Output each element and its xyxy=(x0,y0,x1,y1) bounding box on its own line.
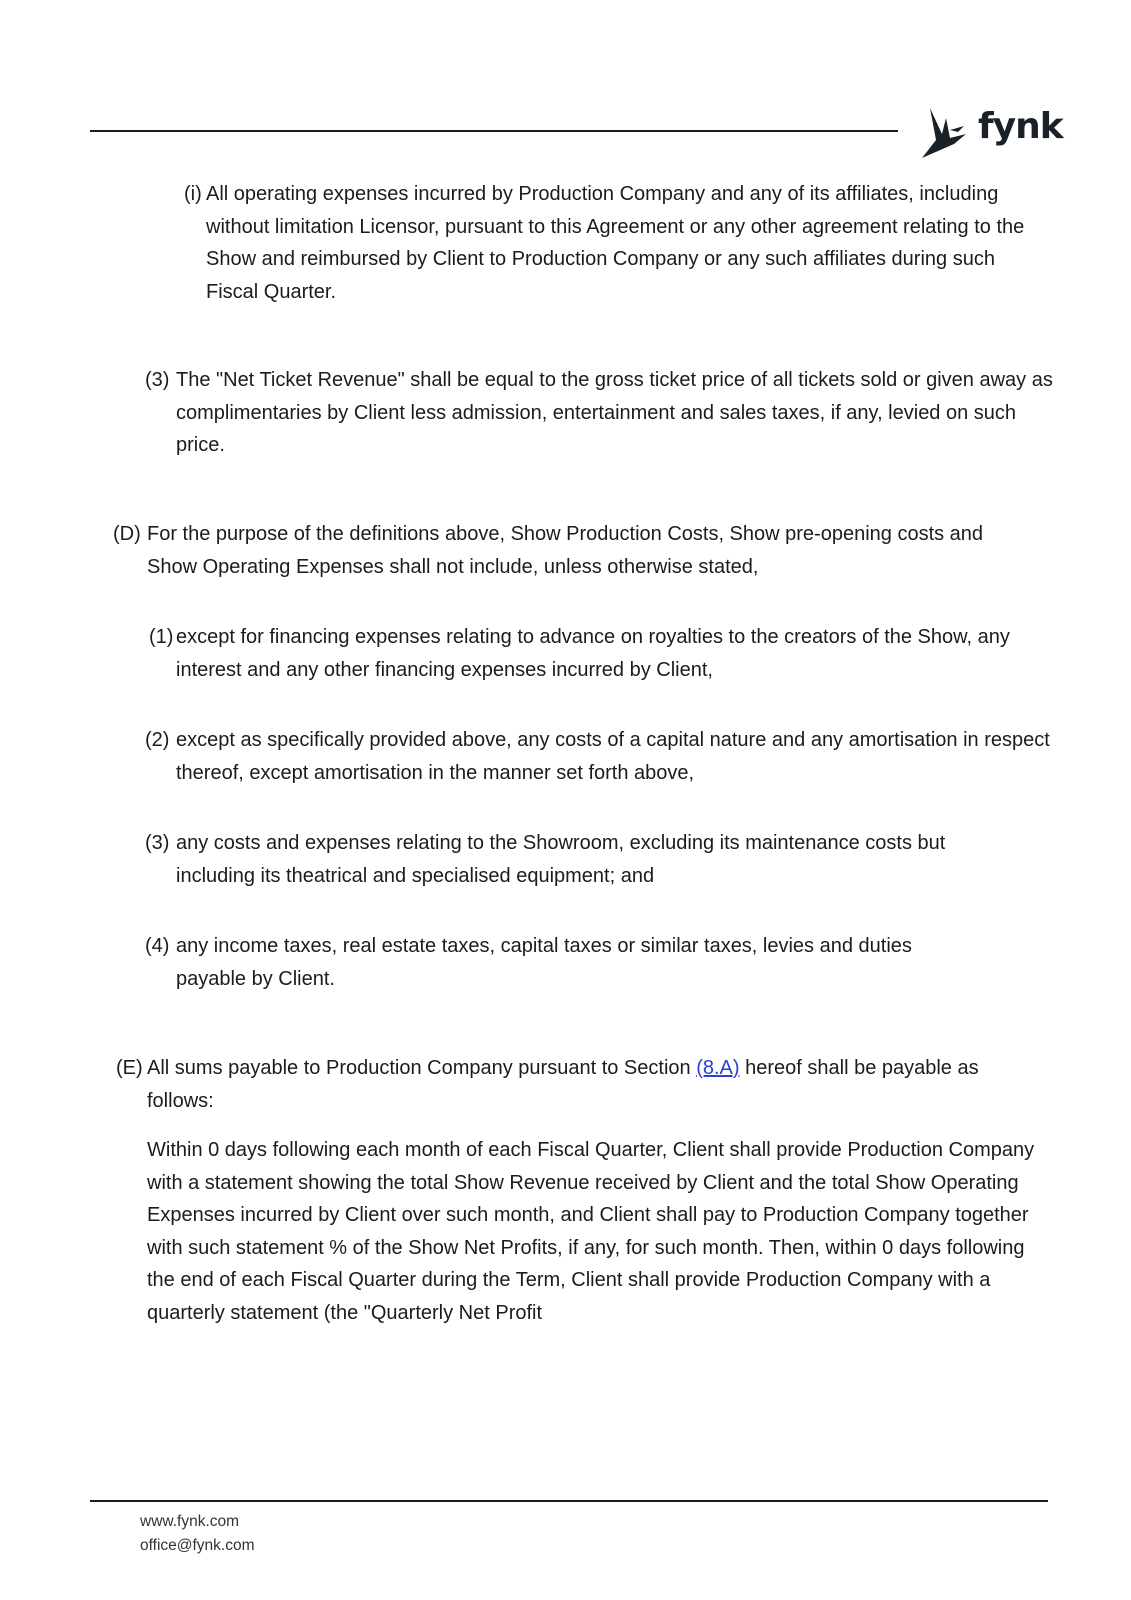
logo-wordmark: fynk xyxy=(978,106,1063,147)
clause-label: (1) xyxy=(149,626,174,648)
clause-D-3 xyxy=(145,827,1026,892)
clause-label: (3) xyxy=(145,369,170,391)
clause-text-before: All sums payable to Production Company pursuant to Section xyxy=(147,1057,691,1079)
clause-text: For the purpose of the definitions above, Show Production Costs, Show pre-opening costs and Show Operating Expenses shall not include, unless otherwise stated, xyxy=(147,523,984,578)
clause-label: (i) xyxy=(184,183,202,205)
clause-D xyxy=(113,518,1027,583)
clause-3-net-ticket-revenue xyxy=(145,364,1056,462)
clause-label: (3) xyxy=(145,832,170,854)
clause-i xyxy=(184,178,1036,308)
clause-label: (E) xyxy=(116,1057,143,1079)
clause-label: (4) xyxy=(145,935,170,957)
clause-D-1 xyxy=(149,621,1026,686)
footer-divider xyxy=(90,1500,1048,1502)
clause-E xyxy=(116,1052,1049,1117)
clause-text: All operating expenses incurred by Production Company and any of its affiliates, including without limitation Licensor, pursuant to this Agreement or any other agreement relating to the Show and reimbursed by Client to Production Company or any such affiliates during such Fiscal Quarter. xyxy=(206,183,1025,303)
clause-text: except as specifically provided above, any costs of a capital nature and any amortisation in respect thereof, except amortisation in the manner set forth above, xyxy=(176,729,1050,784)
clause-text-after: hereof shall be payable as follows: xyxy=(147,1057,979,1112)
bird-icon xyxy=(920,104,976,160)
clause-text xyxy=(147,1052,1049,1117)
paragraph-text: Within 0 days following each month of each Fiscal Quarter, Client shall provide Production Company with a statement showing the total Show Revenue received by Client and the total Show Operating Expenses incurred by Client over such month, and Client shall pay to Production Company together with such statement % of the Show Net Profits, if any, for such month. Then, within 0 days following the end of each Fiscal Quarter during the Term, Client shall provide Production Company with a quarterly statement (the "Quarterly Net Profit xyxy=(147,1139,1035,1324)
clause-text: except for financing expenses relating to advance on royalties to the creators of the Show, any interest and any other financing expenses incurred by Client, xyxy=(176,626,1010,681)
clause-label: (D) xyxy=(113,523,141,545)
clause-label: (2) xyxy=(145,729,170,751)
clause-text: any income taxes, real estate taxes, capital taxes or similar taxes, levies and duties payable by Client. xyxy=(176,935,912,990)
clause-text: The "Net Ticket Revenue" shall be equal to the gross ticket price of all tickets sold or given away as complimentaries by Client less admission, entertainment and sales taxes, if any, levied on such price. xyxy=(176,369,1053,456)
fynk-logo xyxy=(920,104,1063,160)
footer-website[interactable]: www.fynk.com xyxy=(140,1513,240,1530)
clause-D-2 xyxy=(145,724,1056,789)
section-8a-link[interactable]: (8.A) xyxy=(696,1057,740,1079)
header-divider xyxy=(90,130,898,132)
clause-text: any costs and expenses relating to the Showroom, excluding its maintenance costs but including its theatrical and specialised equipment; and xyxy=(176,832,946,887)
payment-terms-paragraph xyxy=(147,1134,1049,1329)
clause-D-4 xyxy=(145,930,976,995)
footer-email[interactable]: office@fynk.com xyxy=(140,1537,255,1554)
